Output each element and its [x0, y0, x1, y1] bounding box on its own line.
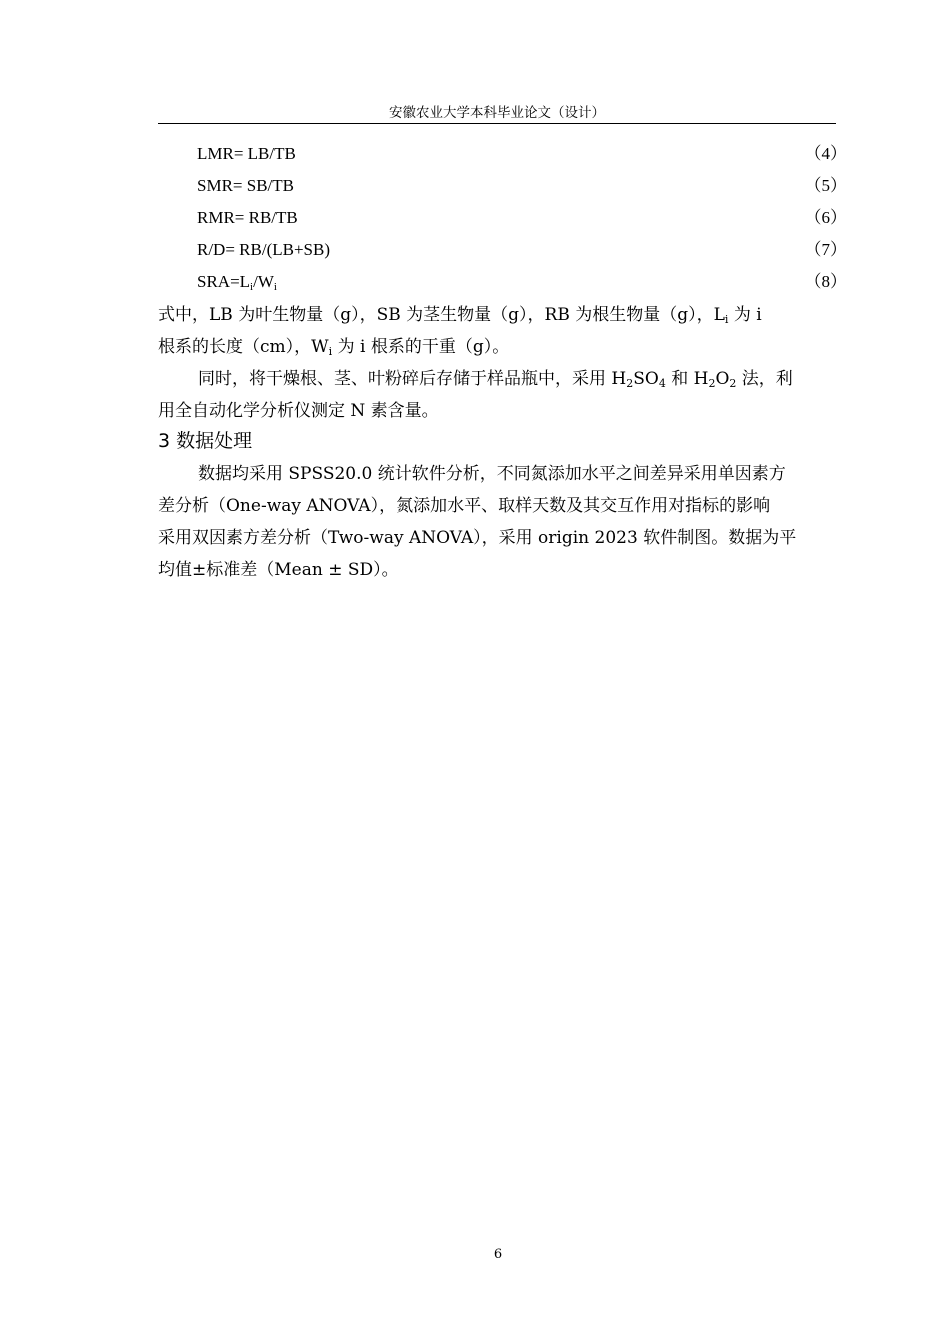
equation-sra	[197, 270, 847, 294]
paragraph-nitrogen-method	[158, 363, 838, 427]
equation-number: （6）	[804, 208, 847, 227]
equation-rmr	[197, 206, 847, 230]
text-line: 采用双因素方差分析（Two-way ANOVA），采用 origin 2023 软件制图。数据为平	[158, 528, 797, 548]
header-rule	[158, 123, 836, 124]
equation-text: LMR= LB/TB	[197, 144, 296, 163]
equation-number: （7）	[804, 240, 847, 259]
text-line: 同时，将干燥根、茎、叶粉碎后存储于样品瓶中，采用 $H_2SO_4$ 和 $H_2O_2$ 法，利	[198, 369, 793, 390]
text-line: 均值±标准差（Mean ± SD）。	[158, 560, 399, 580]
equation-text: RMR= RB/TB	[197, 208, 298, 227]
equation-text: R/D= RB/(LB+SB)	[197, 240, 331, 259]
running-header: 安徽农业大学本科毕业论文（设计）	[389, 105, 605, 121]
equation-number: （5）	[804, 176, 847, 195]
text-line: 根系的长度（cm），$W_i$ 为 i 根系的干重（g）。	[158, 337, 510, 358]
section-heading: 3 数据处理	[158, 430, 253, 452]
equation-number: （8）	[804, 272, 847, 291]
text-line: 用全自动化学分析仪测定 N 素含量。	[158, 401, 439, 421]
equation-text: SMR= SB/TB	[197, 176, 294, 195]
page-number: 6	[493, 1247, 503, 1262]
paragraph-variable-definitions	[158, 299, 838, 363]
text-line: 差分析（One-way ANOVA），氮添加水平、取样天数及其交互作用对指标的影响	[158, 496, 771, 516]
text-line: 数据均采用 SPSS20.0 统计软件分析，不同氮添加水平之间差异采用单因素方	[198, 464, 786, 484]
text-line: 式中，LB 为叶生物量（g），SB 为茎生物量（g），RB 为根生物量（g），$L_i$ 为 i	[158, 305, 762, 326]
paragraph-data-processing	[158, 458, 838, 586]
equation-rd	[197, 238, 847, 262]
equation-lmr	[197, 142, 847, 166]
equation-number: （4）	[804, 144, 847, 163]
equation-smr	[197, 174, 847, 198]
equation-text: $SRA=L_i/W_i$	[197, 272, 277, 293]
